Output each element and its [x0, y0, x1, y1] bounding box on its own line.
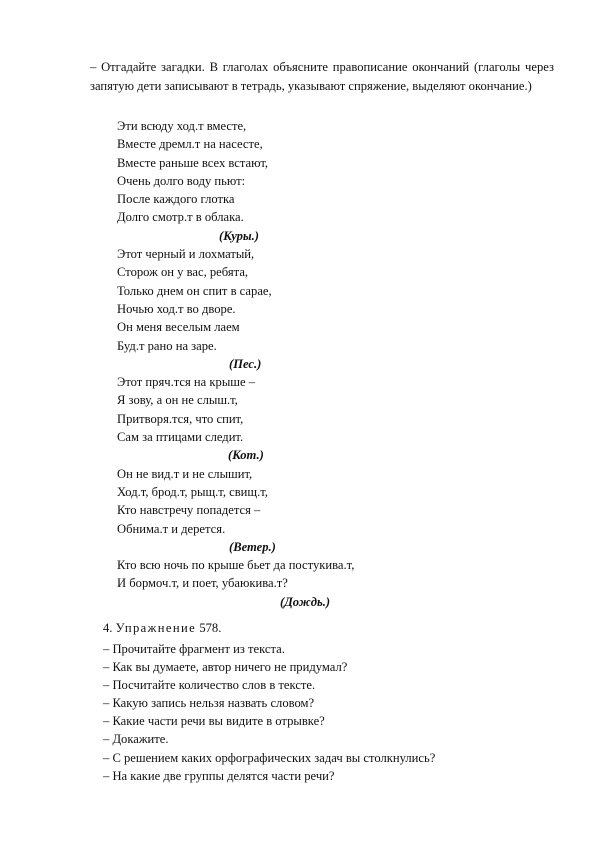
- riddle-line: Эти всюду ход.т вместе,: [117, 119, 247, 133]
- questions-list: [103, 640, 435, 785]
- riddle-5: [117, 556, 354, 611]
- riddle-answer: (Пес.): [229, 356, 262, 371]
- riddle-answer: (Дождь.): [280, 594, 331, 609]
- riddle-4: [117, 465, 354, 556]
- question-item: – Как вы думаете, автор ничего не придумал?: [103, 660, 348, 675]
- riddle-2: [117, 245, 354, 373]
- task-instruction: [90, 58, 554, 95]
- exercise-word: Упражнение: [115, 621, 197, 635]
- riddle-line: Он не вид.т и не слышит,: [117, 466, 253, 481]
- exercise-number: 4.: [103, 621, 113, 635]
- riddle-line: Сам за птицами следит.: [117, 430, 244, 445]
- riddle-line: Буд.т рано на заре.: [117, 338, 217, 353]
- riddle-3: [117, 373, 354, 464]
- riddle-answer: (Куры.): [219, 228, 259, 243]
- question-item: – Какую запись нельзя назвать словом?: [103, 696, 315, 711]
- riddle-line: Кто всю ночь по крыше бьет да постукива.т,: [117, 558, 355, 573]
- riddles-block: [117, 117, 354, 611]
- riddle-line: Я зову, а он не слыш.т,: [117, 393, 238, 408]
- riddle-answer: (Ветер.): [229, 539, 276, 554]
- riddle-line: Вместе дремл.т на насесте,: [117, 137, 263, 152]
- riddle-line: Ход.т, брод.т, рыщ.т, свищ.т,: [117, 484, 268, 499]
- riddle-answer: (Кот.): [228, 448, 264, 463]
- riddle-line: Обнима.т и дерется.: [117, 521, 226, 536]
- riddle-line: И бормоч.т, и поет, убаюкива.т?: [117, 576, 288, 591]
- riddle-line: Очень долго воду пьют:: [117, 173, 246, 188]
- riddle-line: Притворя.тся, что спит,: [117, 411, 244, 426]
- question-item: – Какие части речи вы видите в отрывке?: [103, 714, 325, 729]
- riddle-line: Сторож он у вас, ребята,: [117, 265, 249, 280]
- riddle-line: Он меня веселым лаем: [117, 320, 240, 335]
- question-item: – Посчитайте количество слов в тексте.: [103, 678, 316, 693]
- riddle-line: Этот черный и лохматый,: [117, 247, 255, 262]
- question-item: – Докажите.: [103, 732, 169, 747]
- question-item: – С решением каких орфографических задач вы столкнулись?: [103, 750, 436, 765]
- riddle-line: Этот пряч.тся на крыше –: [117, 375, 256, 390]
- question-item: – Прочитайте фрагмент из текста.: [103, 642, 285, 656]
- riddle-line: Ночью ход.т во дворе.: [117, 301, 236, 316]
- riddle-1: [117, 117, 354, 245]
- instruction-text: – Отгадайте загадки. В глаголах объясните правописание окончаний (глаголы через запятую дети записывают в тетрадь, указывают спряжение, выделяют окончание.): [90, 60, 554, 93]
- riddle-line: Вместе раньше всех встают,: [117, 155, 269, 170]
- riddle-line: Только днем он спит в сарае,: [117, 283, 272, 298]
- question-item: – На какие две группы делятся части речи?: [103, 768, 335, 783]
- riddle-line: Долго смотр.т в облака.: [117, 210, 244, 225]
- exercise-id: 578.: [199, 621, 222, 635]
- exercise-heading: [103, 619, 221, 637]
- riddle-line: После каждого глотка: [117, 192, 235, 207]
- riddle-line: Кто навстречу попадется –: [117, 503, 261, 518]
